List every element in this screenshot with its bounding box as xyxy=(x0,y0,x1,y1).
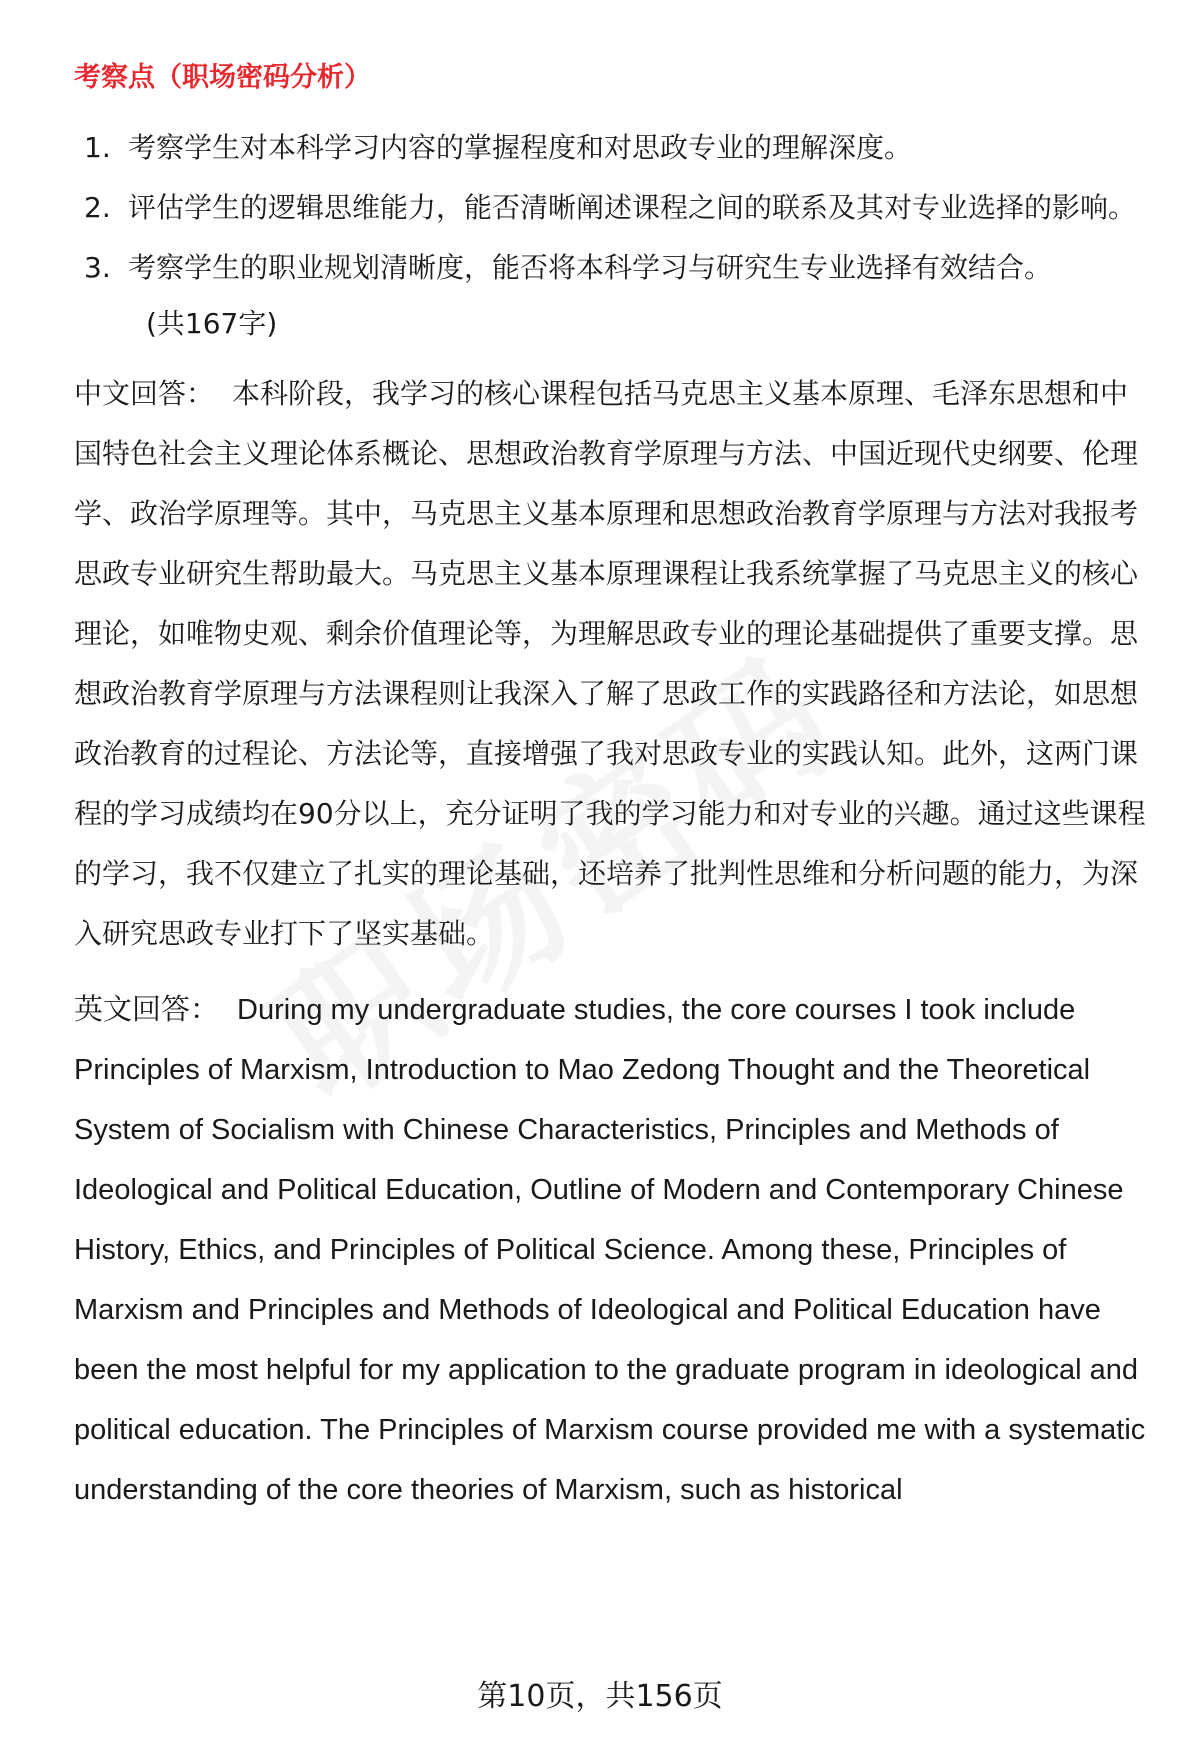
chinese-answer-text: 本科阶段，我学习的核心课程包括马克思主义基本原理、毛泽东思想和中国特色社会主义理论体系概论、思想政治教育学原理与方法、中国近现代史纲要、伦理学、政治学原理等。其中，马克思主义基本原理和思想政治教育学原理与方法对我报考思政专业研究生帮助最大。马克思主义基本原理课程让我系统掌握了马克思主义的核心理论，如唯物史观、剩余价值理论等，为理解思政专业的理论基础提供了重要支撑。思想政治教育学原理与方法课程则让我深入了解了思政工作的实践路径和方法论，如思想政治教育的过程论、方法论等，直接增强了我对思政专业的实践认知。此外，这两门课程的学习成绩均在90分以上，充分证明了我的学习能力和对专业的兴趣。通过这些课程的学习，我不仅建立了扎实的理论基础，还培养了批判性思维和分析问题的能力，为深入研究思政专业打下了坚实基础。 xyxy=(74,377,1146,950)
list-item-text: 考察学生对本科学习内容的掌握程度和对思政专业的理解深度。 xyxy=(128,131,913,164)
chinese-answer-label: 中文回答： xyxy=(74,377,215,410)
list-item-number: 1. xyxy=(84,131,111,164)
english-answer-text: During my undergraduate studies, the core courses I took include Principles of Marxism, Introduction to Mao Zedong Thought and the Theoretical System of Socialism with Chinese Characteristics, Principles and Methods of Ideological and Political Education, Outline of Modern and Contemporary Chinese History, Ethics, and Principles of Political Science. Among these, Principles of Marxism and Principles and Methods of Ideological and Political Education have been the most helpful for my application to the graduate program in ideological and political education. The Principles of Marxism course provided me with a systematic understanding of the core theories of Marxism, such as historical xyxy=(74,994,1146,1506)
list-item xyxy=(74,118,1154,178)
word-count: (共167字) xyxy=(146,307,278,340)
page-number-footer: 第10页，共156页 xyxy=(477,1679,723,1714)
list-item-text: 评估学生的逻辑思维能力，能否清晰阐述课程之间的联系及其对专业选择的影响。 xyxy=(128,191,1137,224)
list-item xyxy=(74,238,1154,298)
list-item xyxy=(74,178,1154,238)
section-heading: 考察点（职场密码分析） xyxy=(74,62,371,93)
english-answer xyxy=(74,980,1154,1520)
list-item-number: 3. xyxy=(84,251,111,284)
english-answer-label: 英文回答： xyxy=(74,994,220,1026)
list-item-text: 考察学生的职业规划清晰度，能否将本科学习与研究生专业选择有效结合。 xyxy=(128,251,1053,284)
assessment-points-list xyxy=(74,118,1154,298)
document-body xyxy=(74,56,1154,1520)
chinese-answer xyxy=(74,364,1154,964)
list-item-number: 2. xyxy=(84,191,111,224)
